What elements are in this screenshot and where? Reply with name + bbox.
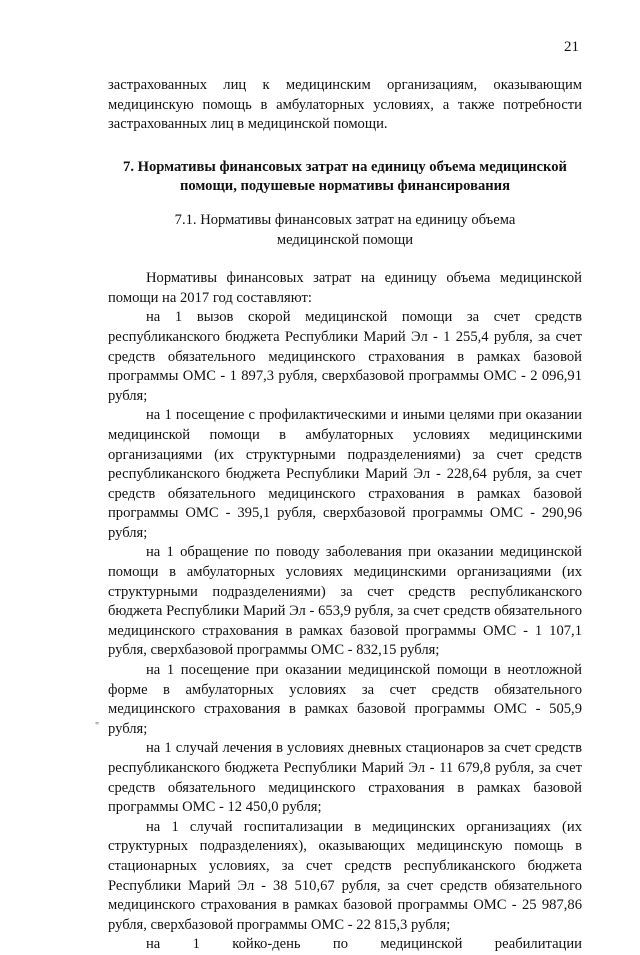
subsection-title: 7.1. Нормативы финансовых затрат на единицу объема медицинской помощи xyxy=(174,211,516,248)
paragraph-intro: Нормативы финансовых затрат на единицу объема медицинской помощи на 2017 год составляют: xyxy=(108,270,582,306)
paragraph-preventive-visit: на 1 посещение с профилактическими и иными целями при оказании медицинской помощи в амбулаторных условиях медицинскими организациями (их структурными подразделениями) за счет средств республиканского бюджета Республики Марий Эл - 228,64 рубля, за счет средств обязательного медицинского страхования в рамках базовой программы ОМС - 395,1 рубля, сверхбазовой программы ОМС - 290,96 рубля; xyxy=(108,407,582,541)
section-title: 7. Нормативы финансовых затрат на единицу объема медицинской помощи, подушевые нормативы финансирования xyxy=(123,158,567,195)
paragraph-disease-visit: на 1 обращение по поводу заболевания при оказании медицинской помощи в амбулаторных условиях медицинскими организациями (их структурными подразделениями) за счет средств республиканского бюджета Республики Марий Эл - 653,9 рубля, за счет средств обязательного медицинского страхования в рамках базовой программы ОМС - 1 107,1 рубля, сверхбазовой программы ОМС - 832,15 рубля; xyxy=(108,544,582,659)
paragraph-rehabilitation: на 1 койко-день по медицинской реабилитации xyxy=(146,936,582,953)
paragraph-day-hospital: на 1 случай лечения в условиях дневных стационаров за счет средств республиканского бюджета Республики Марий Эл - 11 679,8 рубля, за счет средств обязательного медицинского страхования в рамках базовой программы ОМС - 12 450,0 рубля; xyxy=(108,740,582,816)
intro-paragraph: застрахованных лиц к медицинским организациям, оказывающим медицинскую помощь в амбулаторных условиях, а также потребности застрахованных лиц в медицинской помощи. xyxy=(108,77,582,133)
margin-mark: " xyxy=(95,721,100,732)
paragraph-ambulance: на 1 вызов скорой медицинской помощи за счет средств республиканского бюджета Республики Марий Эл - 1 255,4 рубля, за счет средств обязательного медицинского страхования в рамках базовой программы ОМС - 1 897,3 рубля, сверхбазовой программы ОМС - 2 096,91 рубля; xyxy=(108,309,582,404)
paragraph-urgent-visit: на 1 посещение при оказании медицинской помощи в неотложной форме в амбулаторных условиях за счет средств обязательного медицинского страхования в рамках базовой программы ОМС - 505,9 рубля; xyxy=(108,662,582,737)
paragraph-hospitalization: на 1 случай госпитализации в медицинских организациях (их структурных подразделениях), оказывающих медицинскую помощь в стационарных условиях, за счет средств республиканского бюджета Республики Марий Эл - 38 510,67 рубля, за счет средств обязательного медицинского страхования в рамках базовой программы ОМС - 25 987,86 рубля, сверхбазовой программы ОМС - 22 815,3 рубля; xyxy=(108,818,582,933)
page-number: 21 xyxy=(564,39,579,55)
page-content xyxy=(108,76,582,955)
